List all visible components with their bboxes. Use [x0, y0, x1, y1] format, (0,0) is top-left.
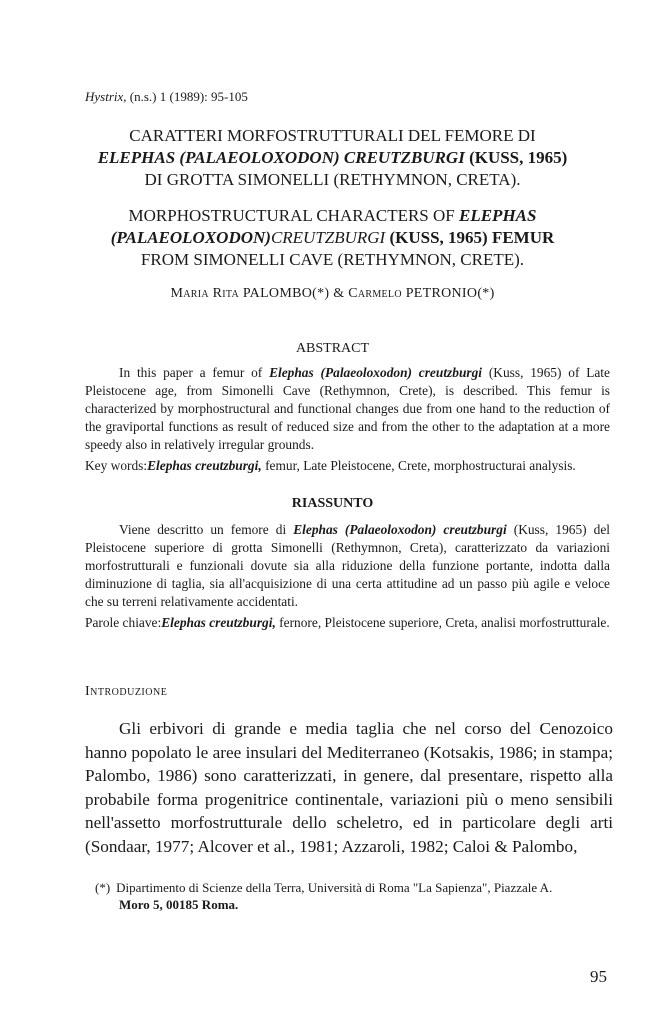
introduction-paragraph: Gli erbivori di grande e media taglia che nel corso del Cenozoico hanno popolato le aree insulari del Mediterraneo (Kotsakis, 1986; in stampa; Palombo, 1986) sono caratterizzati, in genere, dal presentare, rispetto alla probabile forma progenitrice continentale, variazioni più o meno sensibili nell'assetto morfostrutturale dello scheletro, ed in particolare degli arti (Sondaar, 1977; Alcover et al., 1981; Azzaroli, 1982; Caloi & Palombo, — [85, 719, 613, 856]
abstract-keywords-rest: femur, Late Pleistocene, Crete, morphostructurai analysis. — [265, 458, 576, 473]
abstract-keywords-species: Elephas creutzburgi, — [147, 458, 262, 473]
english-title-line-3: FROM SIMONELLI CAVE (RETHYMNON, CRETE). — [140, 250, 525, 269]
journal-citation — [85, 89, 248, 105]
italian-title-author: (KUSS, 1965) — [469, 148, 568, 167]
riassunto-keywords-label: Parole chiave: — [85, 615, 162, 630]
english-title-species: CREUTZBURGI — [270, 228, 386, 247]
footnote-text-1: Dipartimento di Scienze della Terra, Università di Roma "La Sapienza", Piazzale A. — [116, 880, 553, 895]
abstract-text-b: (Kuss, 1965) of Late Pleistocene age, from Simonelli Cave (Rethymnon, Crete), is described. This femur is characterized by morphostructural and functional changes due from one hand to the reduction of the graviportal functions as result of reduced size and from the other to the adaptation at a more speedy also in relatively irregular grounds. — [85, 365, 610, 452]
italian-title-line-2 — [85, 147, 580, 168]
english-title-subgenus: (PALAEOLOXODON) — [110, 228, 271, 247]
abstract-text-a: In this paper a femur of — [119, 365, 263, 380]
riassunto-text-b: (Kuss, 1965) del Pleistocene superiore di grotta Simonelli (Rethymnon, Creta), caratterizzato da variazioni morfostrutturali e funzionali dovute sia alla riduzione della funzione portante, indotta dalla diminuzione di taglia, sia all'acquisizione di una certa attitudine ad un passo più agile e veloce che su terreni relativamente accidentati. — [85, 522, 611, 609]
author-2-last-name: PETRONIO — [405, 286, 478, 301]
affiliation-footnote — [95, 879, 610, 913]
english-title-prefix: MORPHOSTRUCTURAL CHARACTERS OF — [128, 206, 455, 225]
journal-name: Hystrix, — [85, 89, 127, 104]
abstract-section — [85, 364, 610, 475]
riassunto-keywords-species: Elephas creutzburgi, — [161, 615, 276, 630]
author-2-mark: (*) — [477, 286, 495, 301]
riassunto-keywords-rest: fernore, Pleistocene superiore, Creta, analisi morfostrutturale. — [279, 615, 610, 630]
italian-title-line-3: DI GROTTA SIMONELLI (RETHYMNON, CRETA). — [144, 170, 521, 189]
introduction-heading: Introduzione — [85, 684, 168, 699]
riassunto-paragraph — [85, 521, 610, 611]
author-2-first-name: Carmelo — [348, 286, 402, 301]
italian-title-line-1: CARATTERI MORFOSTRUTTURALI DEL FEMORE DI — [129, 126, 536, 145]
author-1-mark: (*) — [312, 286, 330, 301]
english-title-line-2 — [85, 227, 580, 248]
italian-title-species: ELEPHAS (PALAEOLOXODON) CREUTZBURGI — [97, 148, 465, 167]
english-title-genus: ELEPHAS — [459, 206, 537, 225]
footnote-line-1 — [95, 879, 610, 896]
riassunto-heading: RIASSUNTO — [291, 496, 374, 511]
introduction-body — [85, 717, 613, 859]
abstract-paragraph — [85, 364, 610, 454]
riassunto-keywords — [85, 614, 610, 632]
abstract-keywords-label: Key words: — [85, 458, 148, 473]
footnote-mark: (*) — [95, 880, 111, 895]
author-line — [85, 286, 580, 302]
journal-volume-info: (n.s.) 1 (1989): 95-105 — [129, 89, 248, 104]
author-ampersand: & — [333, 286, 345, 301]
english-title-suffix: (KUSS, 1965) FEMUR — [389, 228, 555, 247]
english-title-line-1 — [85, 205, 580, 226]
riassunto-text-a: Viene descritto un femore di — [119, 522, 287, 537]
abstract-keywords — [85, 457, 610, 475]
abstract-species: Elephas (Palaeoloxodon) creutzburgi — [269, 365, 483, 380]
riassunto-section — [85, 521, 610, 632]
riassunto-species: Elephas (Palaeoloxodon) creutzburgi — [293, 522, 507, 537]
abstract-heading: ABSTRACT — [295, 341, 370, 356]
author-1-last-name: PALOMBO — [242, 286, 313, 301]
footnote-line-2: Moro 5, 00185 Roma. — [119, 897, 239, 912]
author-1-first-name: Maria Rita — [170, 286, 240, 301]
page-number: 95 — [590, 967, 607, 986]
